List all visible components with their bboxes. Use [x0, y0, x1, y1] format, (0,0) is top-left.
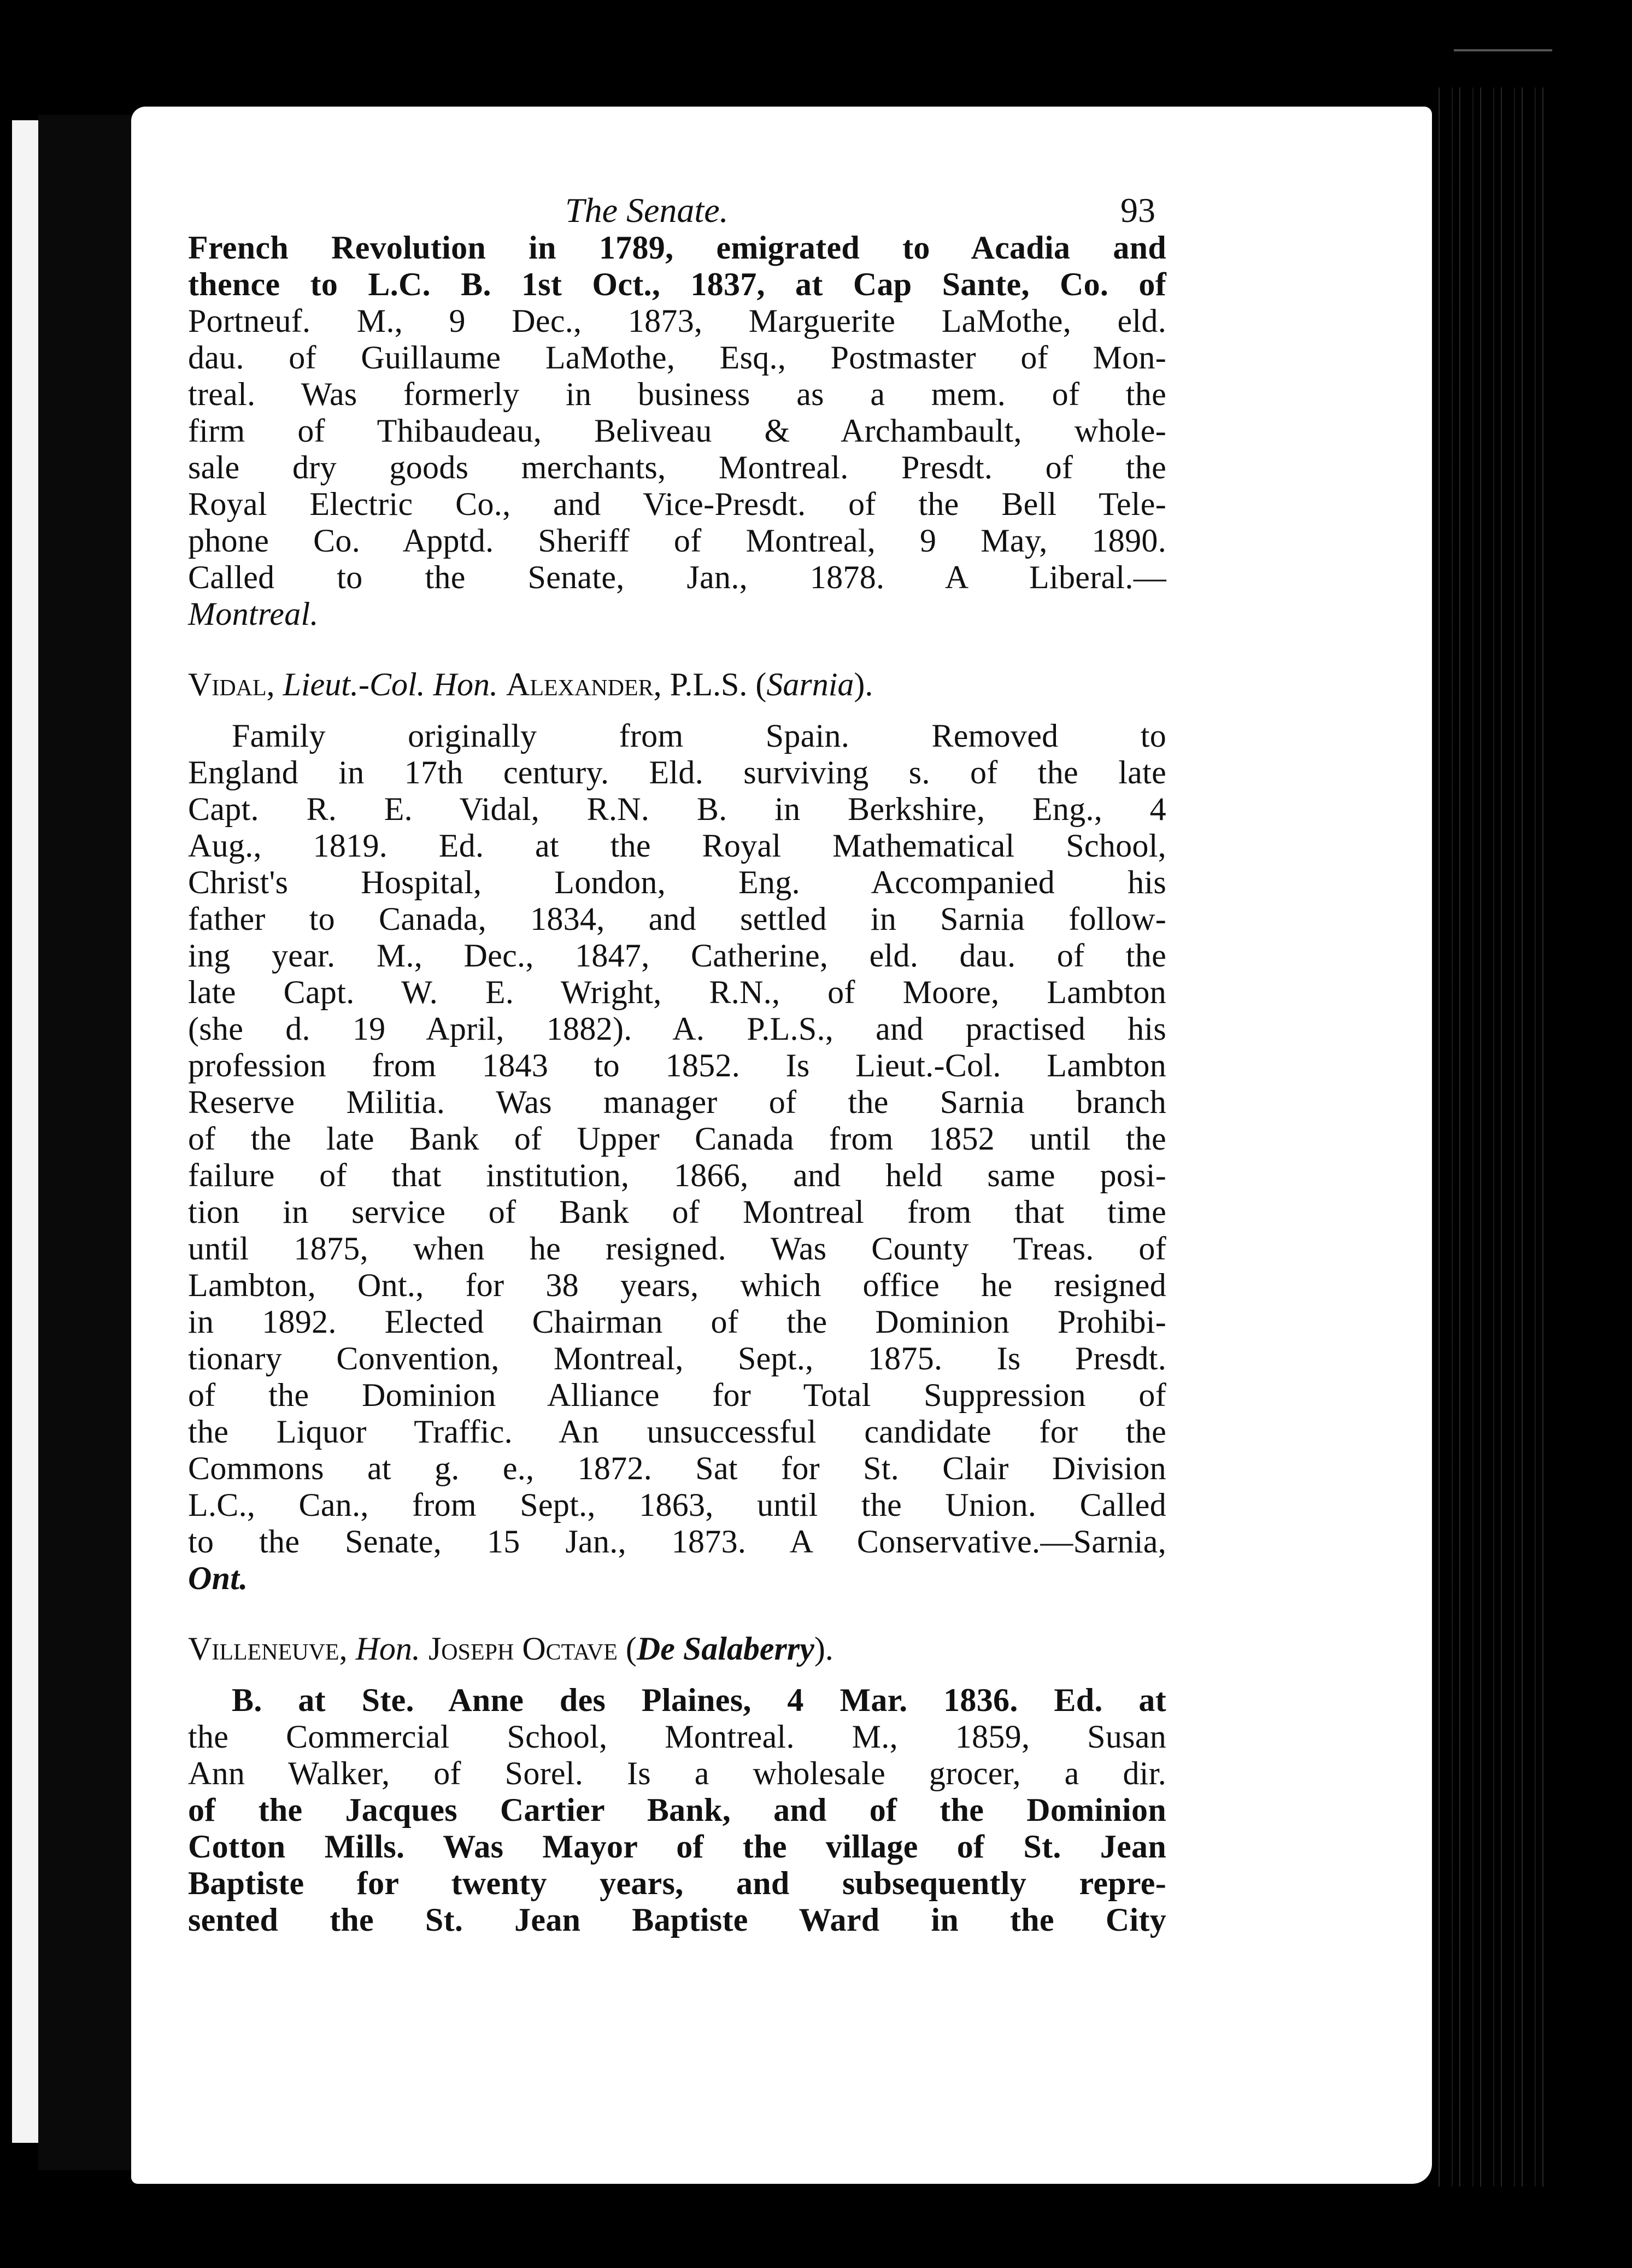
- text-line: phone Co. Apptd. Sheriff of Montreal, 9 May, 1890.: [188, 523, 1166, 559]
- heading-suffix: P.L.S.: [670, 666, 748, 702]
- left-gutter: [38, 115, 131, 2170]
- heading-surname: Vidal: [188, 666, 267, 702]
- entry-continuation: [188, 230, 1166, 632]
- text-line: Portneuf. M., 9 Dec., 1873, Marguerite LaMothe, eld.: [188, 303, 1166, 339]
- heading-division: Sarnia: [766, 666, 854, 702]
- text-line: of the late Bank of Upper Canada from 1852 until the: [188, 1121, 1166, 1157]
- text-line: firm of Thibaudeau, Beliveau & Archambault, whole-: [188, 413, 1166, 449]
- text-line: father to Canada, 1834, and settled in Sarnia follow-: [188, 901, 1166, 937]
- text-line: Family originally from Spain. Removed to: [232, 718, 1166, 754]
- text-line: of the Dominion Alliance for Total Suppression of: [188, 1377, 1166, 1413]
- text-line: ing year. M., Dec., 1847, Catherine, eld. dau. of the: [188, 937, 1166, 974]
- text-line: Reserve Militia. Was manager of the Sarnia branch: [188, 1084, 1166, 1120]
- heading-title: Lieut.-Col. Hon.: [283, 666, 498, 702]
- page-text: [188, 180, 1166, 1938]
- text-line: Called to the Senate, Jan., 1878. A Liberal.—: [188, 559, 1166, 595]
- text-line: sented the St. Jean Baptiste Ward in the City: [188, 1902, 1166, 1938]
- text-line: failure of that institution, 1866, and held same posi-: [188, 1157, 1166, 1193]
- text-line: to the Senate, 15 Jan., 1873. A Conservative.—Sarnia,: [188, 1523, 1166, 1560]
- text-line: profession from 1843 to 1852. Is Lieut.-Col. Lambton: [188, 1047, 1166, 1083]
- text-line: tion in service of Bank of Montreal from that time: [188, 1194, 1166, 1230]
- text-line: Royal Electric Co., and Vice-Presdt. of the Bell Tele-: [188, 486, 1166, 522]
- text-line: Ont.: [188, 1560, 248, 1596]
- page-number: 93: [1120, 191, 1155, 230]
- text-line: England in 17th century. Eld. surviving s. of the late: [188, 754, 1166, 790]
- text-line: L.C., Can., from Sept., 1863, until the Union. Called: [188, 1487, 1166, 1523]
- entry-body-vidal: [188, 718, 1166, 1597]
- heading-given-name: Alexander: [506, 666, 654, 702]
- text-line: Montreal.: [188, 596, 319, 632]
- running-title: The Senate.: [565, 191, 729, 230]
- entry-body-villeneuve: [188, 1682, 1166, 1938]
- text-line: (she d. 19 April, 1882). A. P.L.S., and practised his: [188, 1011, 1166, 1047]
- heading-surname: Villeneuve: [188, 1631, 339, 1667]
- text-line: in 1892. Elected Chairman of the Dominion Prohibi-: [188, 1304, 1166, 1340]
- text-line: tionary Convention, Montreal, Sept., 1875. Is Presdt.: [188, 1340, 1166, 1376]
- text-line: Christ's Hospital, London, Eng. Accompanied his: [188, 864, 1166, 900]
- running-head: [188, 180, 1166, 230]
- left-scan-strip: [12, 120, 38, 2143]
- text-line: Lambton, Ont., for 38 years, which office he resigned: [188, 1267, 1166, 1303]
- page-stack-edge: [1432, 87, 1552, 2187]
- heading-title: Hon.: [355, 1631, 420, 1667]
- text-line: B. at Ste. Anne des Plaines, 4 Mar. 1836. Ed. at: [232, 1682, 1166, 1718]
- text-line: late Capt. W. E. Wright, R.N., of Moore, Lambton: [188, 974, 1166, 1010]
- text-line: sale dry goods merchants, Montreal. Presdt. of the: [188, 449, 1166, 485]
- text-line: Ann Walker, of Sorel. Is a wholesale grocer, a dir.: [188, 1755, 1166, 1791]
- text-line: of the Jacques Cartier Bank, and of the Dominion: [188, 1792, 1166, 1828]
- text-line: the Commercial School, Montreal. M., 1859, Susan: [188, 1719, 1166, 1755]
- text-line: French Revolution in 1789, emigrated to Acadia and: [188, 230, 1166, 266]
- text-line: dau. of Guillaume LaMothe, Esq., Postmaster of Mon-: [188, 339, 1166, 376]
- heading-given-name: Joseph Octave: [428, 1631, 618, 1667]
- text-line: Cotton Mills. Was Mayor of the village of St. Jean: [188, 1829, 1166, 1865]
- scan-edge-rule: [1454, 49, 1552, 51]
- text-line: treal. Was formerly in business as a mem. of the: [188, 376, 1166, 412]
- text-line: the Liquor Traffic. An unsuccessful candidate for the: [188, 1414, 1166, 1450]
- text-line: Baptiste for twenty years, and subsequently repre-: [188, 1865, 1166, 1901]
- heading-division: De Salaberry: [636, 1631, 814, 1667]
- text-line: thence to L.C. B. 1st Oct., 1837, at Cap Sante, Co. of: [188, 266, 1166, 302]
- text-line: Capt. R. E. Vidal, R.N. B. in Berkshire, Eng., 4: [188, 791, 1166, 827]
- text-line: until 1875, when he resigned. Was County Treas. of: [188, 1230, 1166, 1267]
- entry-heading-vidal: Vidal, Lieut.-Col. Hon. Alexander, P.L.S. (Sarnia).: [188, 666, 873, 702]
- entry-heading-villeneuve: Villeneuve, Hon. Joseph Octave (De Salaberry).: [188, 1631, 833, 1667]
- text-line: Aug., 1819. Ed. at the Royal Mathematical School,: [188, 828, 1166, 864]
- text-line: Commons at g. e., 1872. Sat for St. Clair Division: [188, 1450, 1166, 1486]
